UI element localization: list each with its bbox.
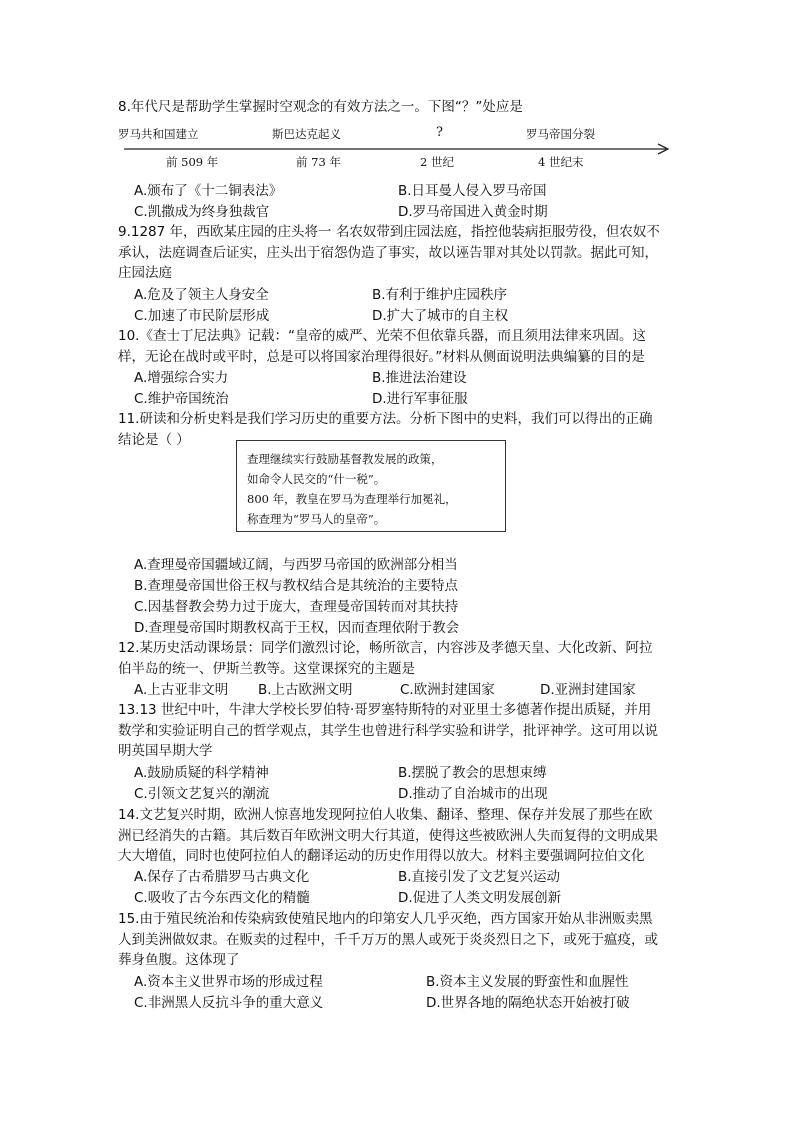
q12-stem-line: 伯半岛的统一、伊斯兰教等。这堂课探究的主题是 (118, 660, 415, 677)
timeline-date-3: 2 世纪 (420, 155, 454, 169)
q11-option-c: C.因基督教会势力过于庞大，查理曼帝国转而对其扶持 (134, 599, 459, 615)
q9-option-a: A.危及了领主人身安全 (134, 287, 269, 303)
q11-stem-line: 11.研读和分析史料是我们学习历史的重要方法。分析下图中的史料，我们可以得出的正确 (118, 411, 653, 427)
timeline-date-1: 前 509 年 (166, 155, 219, 169)
q12-option-b: B.上古欧洲文明 (258, 682, 353, 698)
source-line: 查理继续实行鼓励基督教发展的政策， (247, 452, 443, 466)
q10-stem-line: 10.《查士丁尼法典》记载：“皇帝的威严、光荣不但依靠兵器，而且须用法律来巩固。这 (118, 328, 646, 344)
q13-option-d: D.推动了自治城市的出现 (398, 786, 548, 802)
q11-stem-line: 结论是（ ） (118, 431, 190, 448)
question-12-stem (118, 638, 678, 679)
q14-stem-line: 大大增值，同时也使阿拉伯人的翻译运动的历史作用得以放大。材料主要强调阿拉伯文化 (118, 848, 645, 864)
q15-stem-line: 人到美洲做奴隶。在贩卖的过程中，千千万万的黑人或死于炎炎烈日之下，或死于瘟疫，或 (118, 931, 658, 948)
q14-option-d: D.促进了人类文明发展创新 (398, 890, 562, 906)
q11-option-b: B.查理曼帝国世俗王权与教权结合是其统治的主要特点 (134, 578, 459, 594)
q13-option-c: C.引领文艺复兴的潮流 (134, 786, 270, 802)
q8-timeline (118, 126, 678, 172)
source-line: 称查理为“罗马人的皇帝”。 (247, 512, 386, 526)
q15-stem-line: 葬身鱼腹。这体现了 (118, 952, 240, 968)
q9-option-c: C.加速了市民阶层形成 (134, 308, 270, 324)
q14-stem-line: 14.文艺复兴时期，欧洲人惊喜地发现阿拉伯人收集、翻译、整理、保存并发展了那些在欧 (118, 807, 653, 823)
q12-option-a: A.上古亚非文明 (134, 682, 229, 698)
q13-stem-line: 数学和实验证明自己的哲学观点，其学生也曾进行科学实验和讲学，批评神学。这可用以说 (118, 722, 658, 739)
q8-option-c: C.凯撒成为终身独裁官 (134, 204, 270, 220)
q9-option-b: B.有利于维护庄园秩序 (372, 287, 508, 303)
q15-option-c: C.非洲黑人反抗斗争的重大意义 (134, 995, 324, 1011)
q10-option-a: A.增强综合实力 (134, 370, 229, 386)
q10-option-d: D.进行军事征服 (372, 391, 468, 407)
q11-option-d: D.查理曼帝国时期教权高于王权，因而查理依附于教会 (134, 620, 460, 636)
question-14-stem (118, 805, 678, 867)
q11-option-a: A.查理曼帝国疆域辽阔，与西罗马帝国的欧洲部分相当 (134, 557, 458, 573)
timeline-date-4: 4 世纪末 (538, 155, 584, 169)
timeline-date-2: 前 73 年 (296, 155, 341, 169)
question-13-stem (118, 700, 678, 762)
q14-option-c: C.吸收了古今东西文化的精髓 (134, 890, 310, 906)
q10-stem-line: 样，无论在战时或平时，总是可以将国家治理得很好。”材料从侧面说明法典编纂的目的是 (118, 348, 645, 365)
q12-stem-line: 12.某历史活动课场景：同学们激烈讨论，畅所欲言，内容涉及孝德天皇、大化改新、阿拉 (118, 640, 653, 656)
q13-option-a: A.鼓励质疑的科学精神 (134, 765, 269, 781)
question-9-stem (118, 222, 678, 284)
q12-option-c: C.欧洲封建国家 (400, 682, 495, 698)
q14-option-b: B.直接引发了文艺复兴运动 (398, 869, 561, 885)
question-15-stem (118, 909, 678, 971)
q10-option-c: C.维护帝国统治 (134, 391, 229, 407)
q13-stem-line: 明英国早期大学 (118, 743, 213, 759)
source-line: 800 年，教皇在罗马为查理举行加冕礼， (247, 492, 457, 506)
timeline-event-1: 罗马共和国建立 (118, 127, 199, 141)
q15-stem-line: 15.由于殖民统治和传染病致使殖民地内的印第安人几乎灭绝，西方国家开始从非洲贩卖黑 (118, 911, 653, 927)
q15-option-d: D.世界各地的隔绝状态开始被打破 (426, 995, 630, 1011)
q14-stem-line: 洲已经消失的古籍。其后数百年欧洲文明大行其道，使得这些被欧洲人失而复得的文明成果 (118, 827, 658, 844)
q8-option-d: D.罗马帝国进入黄金时期 (398, 204, 548, 220)
q11-source-box (236, 440, 506, 532)
question-10-stem (118, 326, 678, 367)
q9-option-d: D.扩大了城市的自主权 (372, 308, 509, 324)
q15-option-b: B.资本主义发展的野蛮性和血腥性 (426, 974, 629, 990)
q15-option-a: A.资本主义世界市场的形成过程 (134, 974, 323, 990)
q10-option-b: B.推进法治建设 (372, 370, 467, 386)
q12-option-d: D.亚洲封建国家 (540, 682, 636, 698)
q9-stem-line: 承认，法庭调查后证实，庄头出于宿怨伪造了事实，故以诬告罪对其处以罚款。据此可知， (118, 244, 658, 261)
timeline-event-4: 罗马帝国分裂 (526, 127, 595, 141)
question-8-stem: 8.年代尺是帮助学生掌握时空观念的有效方法之一。下图“？”处应是 (118, 99, 523, 115)
timeline-event-2: 斯巴达克起义 (272, 127, 341, 141)
q14-option-a: A.保存了古希腊罗马古典文化 (134, 869, 310, 885)
q8-option-a: A.颁布了《十二铜表法》 (134, 183, 283, 199)
q13-stem-line: 13.13 世纪中叶，牛津大学校长罗伯特·哥罗塞特斯特的对亚里士多德著作提出质疑，并用 (118, 702, 652, 718)
timeline-event-3: ? (436, 125, 443, 140)
q13-option-b: B.摆脱了教会的思想束缚 (398, 765, 547, 781)
source-line: 如命令人民交的“什一税”。 (247, 472, 386, 486)
q8-option-b: B.日耳曼人侵入罗马帝国 (398, 183, 547, 199)
q9-stem-line: 庄园法庭 (118, 265, 172, 281)
q9-stem-line: 9.1287 年，西欧某庄园的庄头将一 名农奴带到庄园法庭，指控他装病拒服劳役，但农奴不 (118, 224, 660, 240)
